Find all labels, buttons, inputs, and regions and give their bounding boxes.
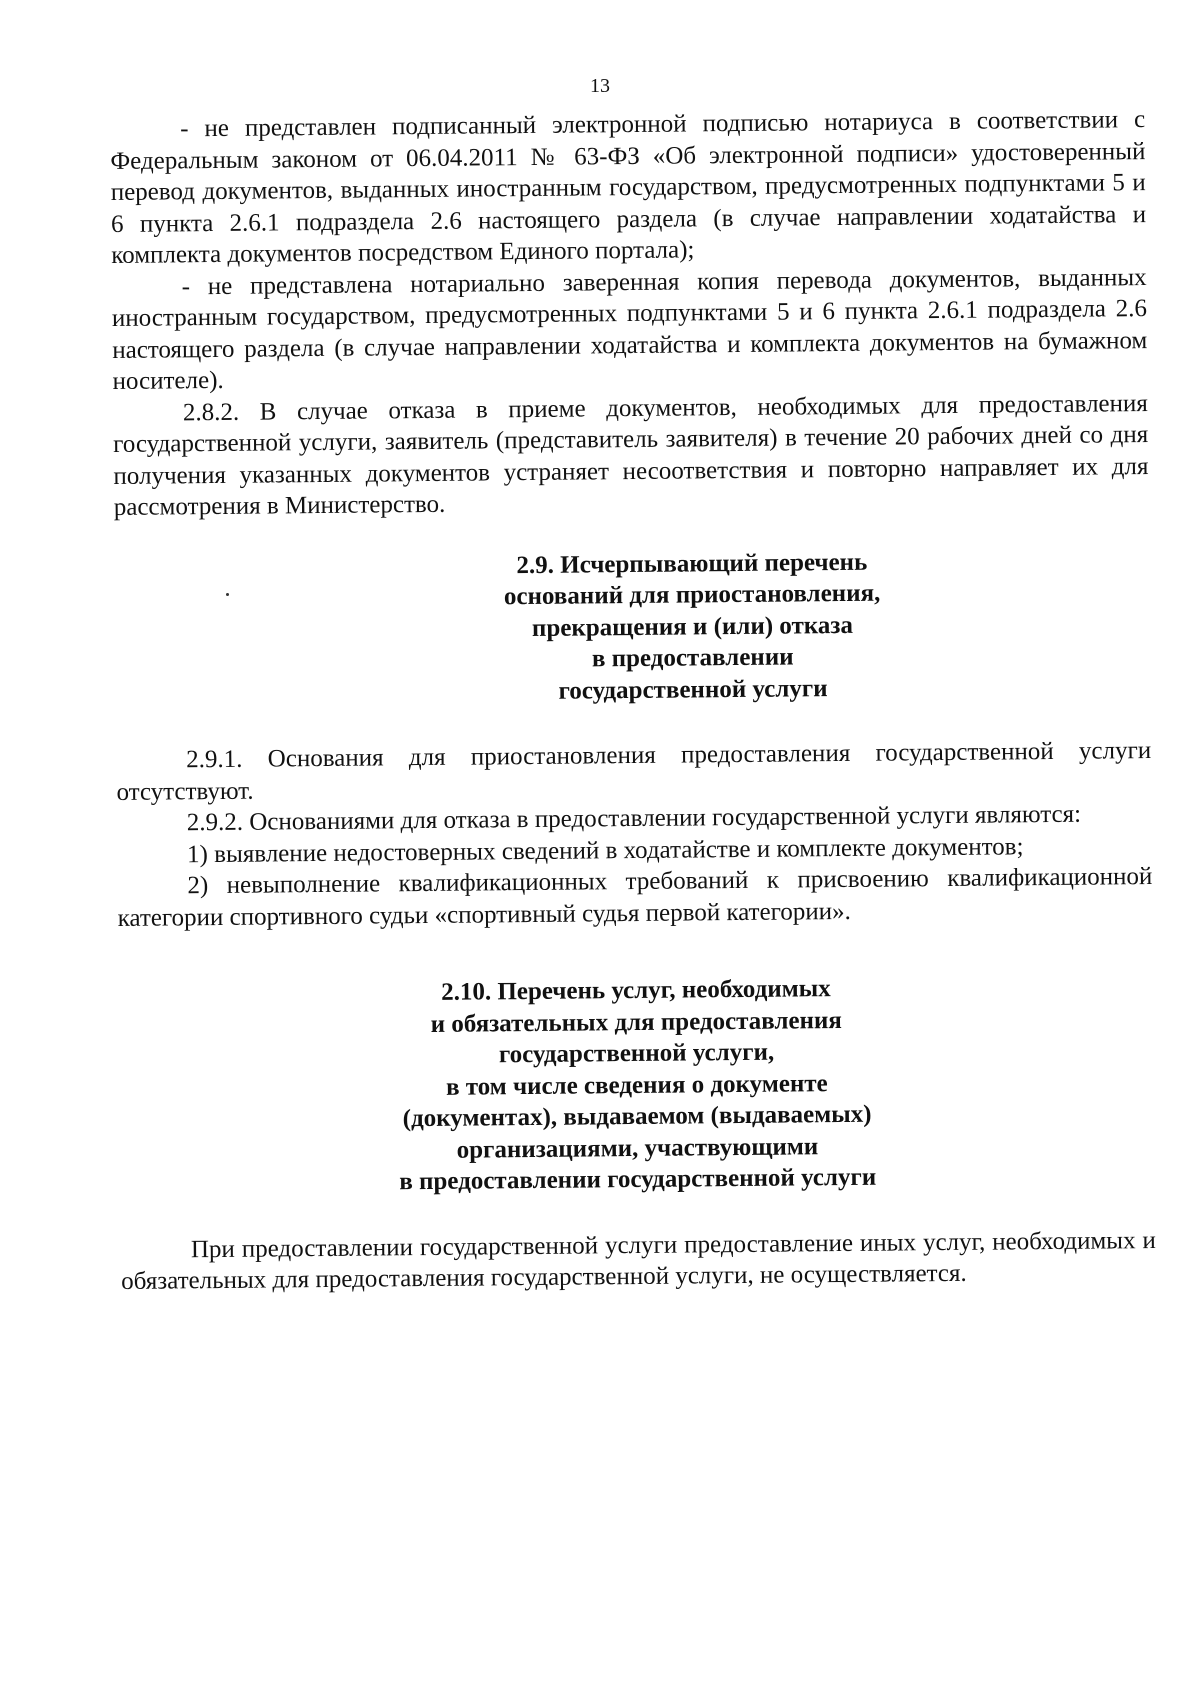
section-heading-2-10 [118, 970, 1155, 1200]
paragraph-no-translation-signature: - не представлен подписанный электронной подписью нотариуса в соответствии с Федеральным законом от 06.04.2011 № 63-ФЗ «Об электронной подписи» удостоверенный перевод документов, выданных иностранным государством, предусмотренных подпунктами 5 и 6 пункта 2.6.1 подраздела 2.6 настоящего раздела (в случае направлении ходатайства и комплекта документов посредством Единого портала); [110, 106, 1147, 269]
document-body [110, 104, 1156, 1297]
heading-line: организациями, участвующими [456, 1132, 819, 1164]
heading-line: в предоставлении государственной услуги [399, 1163, 877, 1196]
heading-line: в предоставлении [591, 643, 794, 673]
list-item-1: 1) выявление недостоверных сведений в ходатайстве и комплекте документов; [186, 832, 1024, 868]
paragraph-2-9-1: 2.9.1. Основания для приостановления предоставления государственной услуги отсутствуют. [116, 737, 1152, 806]
heading-line: 2.10. Перечень услуг, необходимых [441, 975, 831, 1006]
paragraph-2-8-2: 2.8.2. В случае отказа в приеме документов, необходимых для предоставления государственной услуги, заявитель (представитель заявителя) в течение 20 рабочих дней со дня получения указанных документов устраняет несоответствия и повторно направляет их для рассмотрения в Министерство. [113, 389, 1149, 521]
heading-line: (документах), выдаваемом (выдаваемых) [402, 1100, 872, 1133]
heading-line: в том числе сведения о документе [445, 1069, 828, 1101]
paragraph-2-9-2: 2.9.2. Основаниями для отказа в предоставлении государственной услуги являются: [186, 800, 1082, 837]
heading-line: государственной услуги, [498, 1038, 775, 1069]
paragraph-no-notarized-copy: - не представлена нотариально заверенная копия перевода документов, выданных иностранным государством, предусмотренных подпунктами 5 и 6 пункта 2.6.1 подраздела 2.6 настоящего раздела (в случае направлении ходатайства и комплекта документов на бумажном носителе). [111, 263, 1148, 395]
scan-speck [226, 593, 229, 596]
list-item-2: 2) невыполнение квалификационных требований к присвоению квалификационной категории спортивного судьи «спортивный судья первой категории». [117, 863, 1153, 932]
heading-line: оснований для приостановления, [503, 579, 881, 611]
paragraph-2-10: При предоставлении государственной услуги предоставление иных услуг, необходимых и обязательных для предоставления государственной услуги, не осуществляется. [121, 1226, 1156, 1295]
heading-line: государственной услуги [558, 674, 828, 705]
page-number: 13 [590, 75, 610, 97]
section-heading-2-9 [114, 544, 1150, 711]
heading-line: 2.9. Исчерпывающий перечень [516, 548, 868, 579]
heading-line: прекращения и (или) отказа [531, 611, 854, 642]
heading-line: и обязательных для предоставления [430, 1006, 842, 1038]
